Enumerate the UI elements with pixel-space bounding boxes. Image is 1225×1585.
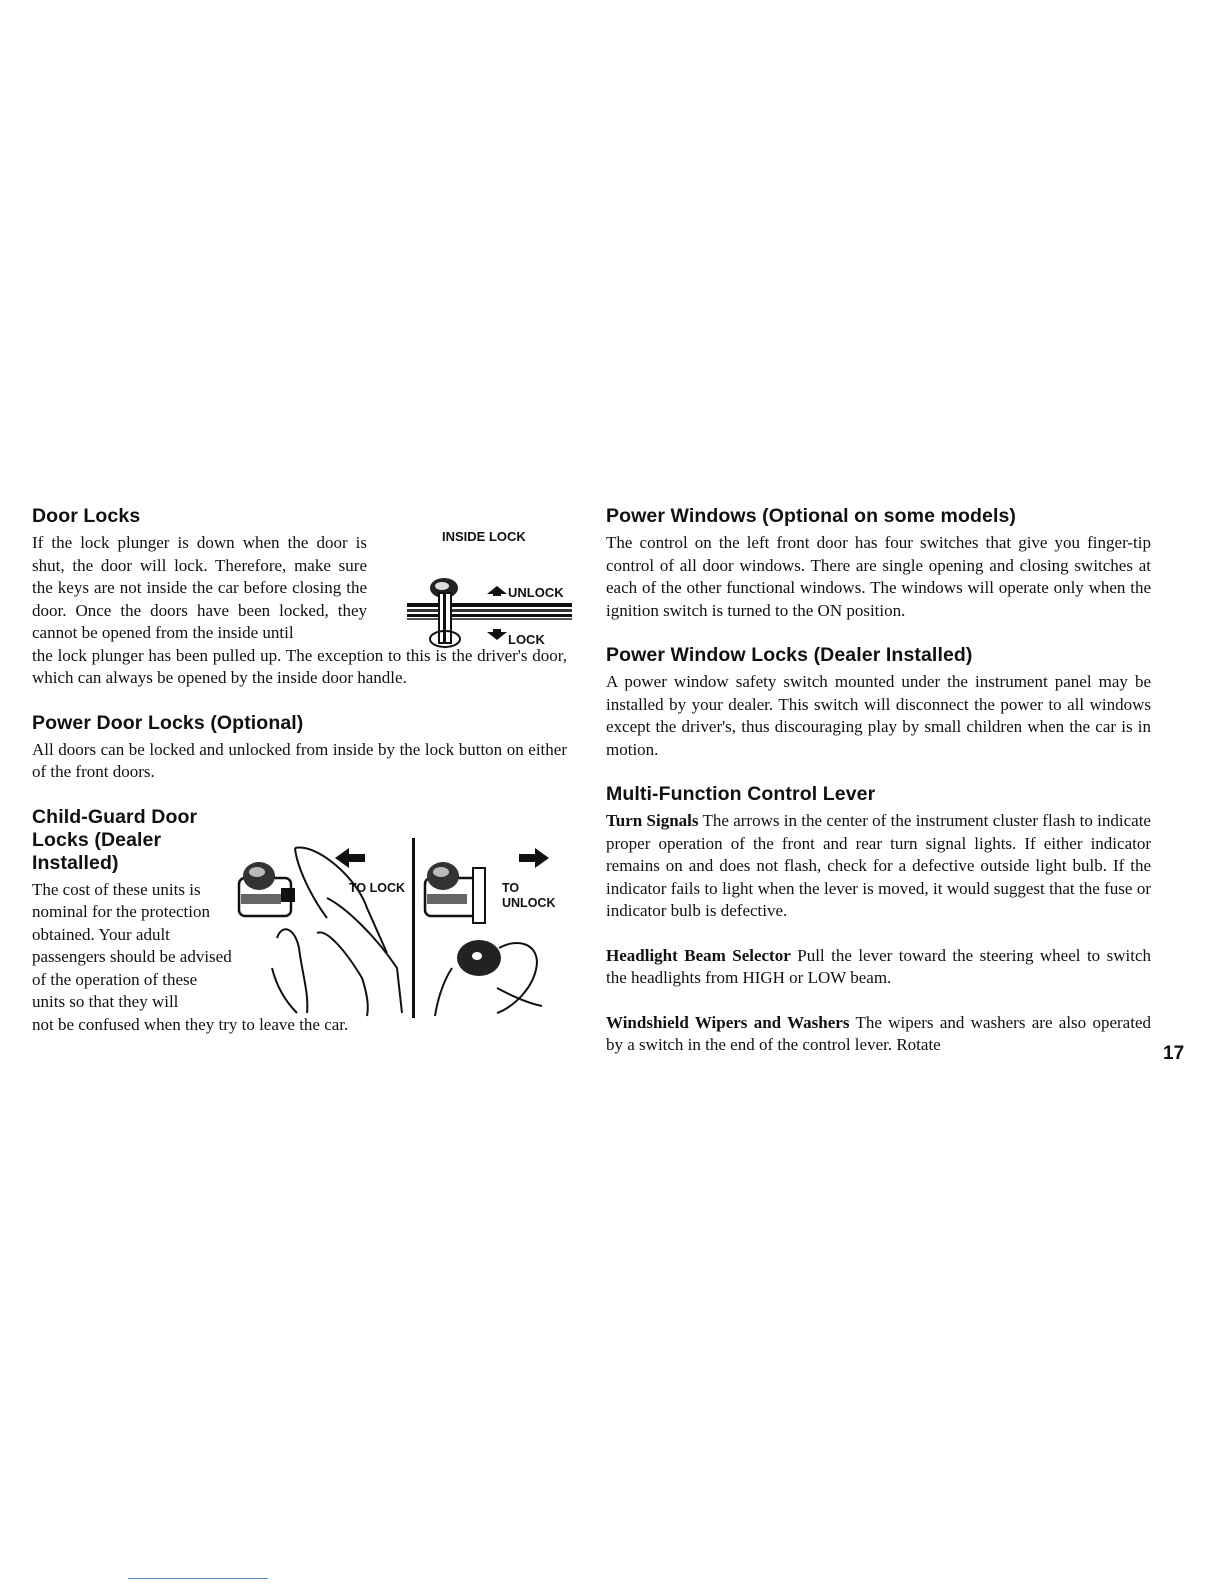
power-window-locks-heading: Power Window Locks (Dealer Installed) <box>606 644 973 666</box>
power-windows-heading: Power Windows (Optional on some models) <box>606 505 1017 527</box>
scan-artifact-line <box>128 1578 268 1579</box>
inside-lock-title: INSIDE LOCK <box>442 529 526 544</box>
power-door-locks-heading: Power Door Locks (Optional) <box>32 711 304 734</box>
lock-label: LOCK <box>508 632 545 647</box>
child-guard-text-full: not be confused when they try to leave the car. <box>32 1014 349 1034</box>
to-lock-label: TO LOCK <box>349 880 406 895</box>
turn-signals-label: Turn Signals <box>606 811 699 830</box>
power-window-locks-text: A power window safety switch mounted under the instrument panel may be installed by your dealer. This switch will disconnect the power to all windows except the driver's, thus discouraging play by small children when the car is in motion. <box>606 672 1151 759</box>
lock-arrow-icon <box>487 632 507 640</box>
wipers-text: The wipers and washers are also operated by a switch in the end of the control lever. Rotate <box>606 1012 1151 1054</box>
unlock-arrow-icon <box>487 586 507 594</box>
power-door-locks-text: All doors can be locked and unlocked from inside by the lock button on either of the front doors. <box>32 739 567 781</box>
power-door-locks-section <box>32 712 567 784</box>
to-unlock-label: TO UNLOCK <box>502 880 556 910</box>
child-guard-heading: Child-Guard Door Locks (Dealer Installed) <box>32 805 198 874</box>
power-window-locks-section <box>606 644 1151 761</box>
wipers-label: Windshield Wipers and Washers <box>606 1012 850 1032</box>
multi-function-heading: Multi-Function Control Lever <box>606 783 876 805</box>
child-guard-illustration <box>237 838 572 1018</box>
turn-signals-paragraph <box>606 810 1151 923</box>
child-guard-section <box>32 806 567 1037</box>
power-windows-section <box>606 505 1151 622</box>
door-locks-section <box>32 505 567 690</box>
right-column <box>606 505 1151 1057</box>
door-locks-text-wrapped: If the lock plunger is down when the door is shut, the door will lock. Therefore, make sure the keys are not inside the car before closing the door. Once the doors have been locked, they cannot be opened from the inside until <box>32 533 367 642</box>
inside-lock-figure <box>402 519 577 649</box>
headlight-text: Pull the lever toward the steering wheel to switch the headlights from HIGH or LOW beam. <box>606 945 1152 987</box>
child-guard-figure <box>237 838 572 1018</box>
multi-function-section <box>606 783 1151 1057</box>
wipers-paragraph <box>606 1012 1151 1057</box>
turn-signals-text: The arrows in the center of the instrument cluster flash to indicate proper operation of the front and rear turn signal lights. If either indicator remains on and does not flash, check for a defective outside light bulb. If the indicator fails to light when the lever is moved, it would suggest that the fuse or indicator bulb is defective. <box>606 811 1151 920</box>
to-lock-arrow-icon <box>335 848 365 868</box>
headlight-paragraph <box>606 945 1151 990</box>
headlight-label: Headlight Beam Selector <box>606 945 791 965</box>
power-windows-text: The control on the left front door has four switches that give you finger-tip control of all door windows. There are single opening and closing switches at each of the other functional windows. The windows will operate only when the ignition switch is turned to the ON position. <box>606 533 1151 620</box>
unlock-label: UNLOCK <box>508 585 564 600</box>
left-column <box>32 505 567 1036</box>
child-guard-text-wrapped: The cost of these units is nominal for the protection obtained. Your adult passengers should be advised of the operation of these units so that they will <box>32 879 232 1011</box>
to-unlock-arrow-icon <box>519 848 549 868</box>
lock-plunger-illustration <box>402 519 577 649</box>
door-locks-text-full: the lock plunger has been pulled up. The exception to this is the driver's door, which can always be opened by the inside door handle. <box>32 645 567 687</box>
door-locks-heading: Door Locks <box>32 505 141 527</box>
page-number: 17 <box>1163 1043 1185 1064</box>
